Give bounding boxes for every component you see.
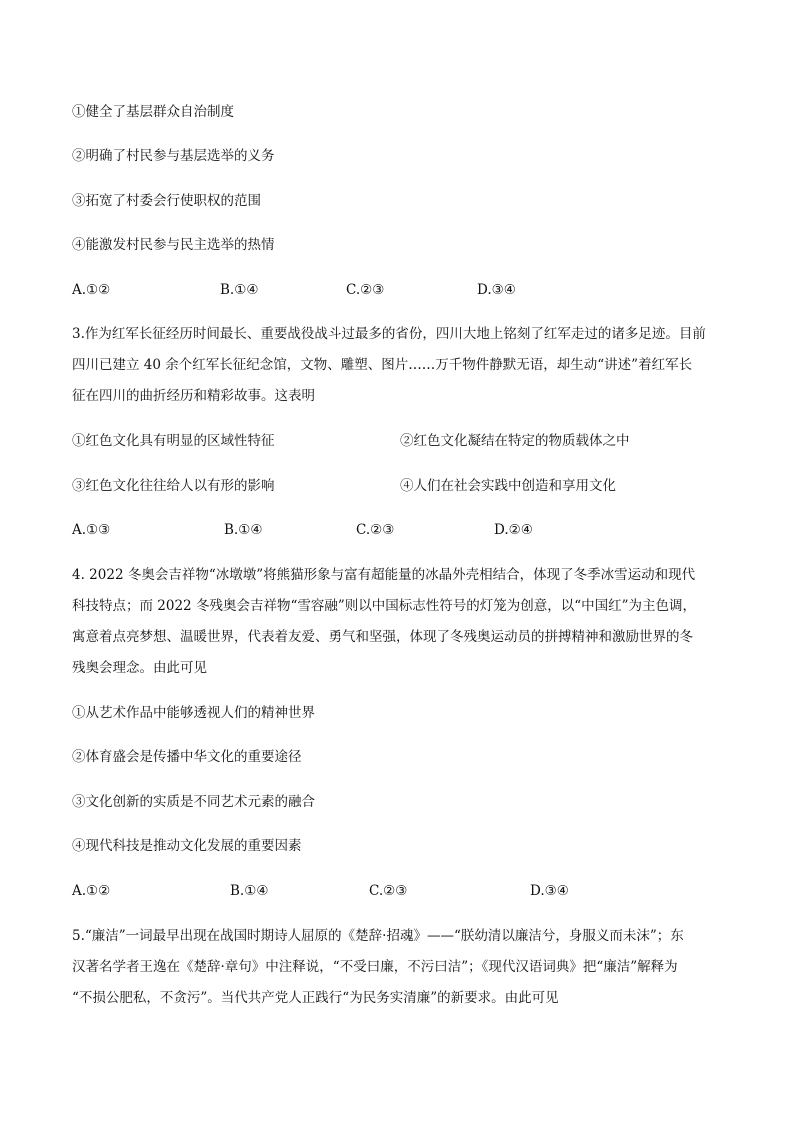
q3-options-row-2 — [72, 476, 732, 496]
q4-option-4: ④现代科技是推动文化发展的重要因素 — [72, 838, 302, 854]
q3-choice-b: B.①④ — [224, 522, 263, 538]
q2-choice-b: B.①④ — [220, 282, 259, 298]
q3-choice-a: A.①③ — [72, 522, 111, 538]
q3-choices — [72, 520, 732, 540]
q3-option-4: ④人们在社会实践中创造和享用文化 — [400, 478, 616, 494]
q4-stem-line-2: 科技特点；而 2022 冬残奥会吉祥物“雪容融”则以中国标志性符号的灯笼为创意，以“中国红”为主色调， — [72, 598, 697, 614]
q4-choice-d: D.③④ — [530, 883, 569, 899]
q3-stem-line-3: 征在四川的曲折经历和精彩故事。这表明 — [72, 388, 315, 404]
q5-stem-line-1: 5.“廉洁”一词最早出现在战国时期诗人屈原的《楚辞·招魂》——“朕幼清以廉洁兮，身服义而未沫”；东 — [72, 928, 684, 944]
q5-stem-line-3: “不损公肥私，不贪污”。当代共产党人正践行“为民务实清廉”的新要求。由此可见 — [72, 990, 559, 1006]
q3-choice-d: D.②④ — [494, 522, 533, 538]
q2-choice-c: C.②③ — [346, 282, 385, 298]
q2-option-3: ③拓宽了村委会行使职权的范围 — [72, 193, 261, 209]
q4-choice-a: A.①② — [72, 883, 111, 899]
q2-option-4: ④能激发村民参与民主选举的热情 — [72, 237, 275, 253]
q3-choice-c: C.②③ — [356, 522, 395, 538]
q3-option-1: ①红色文化具有明显的区域性特征 — [72, 433, 275, 449]
q2-option-2: ②明确了村民参与基层选举的义务 — [72, 148, 275, 164]
q4-stem-line-1: 4. 2022 冬奥会吉祥物“冰墩墩”将熊猫形象与富有超能量的冰晶外壳相结合，体现了冬季冰雪运动和现代 — [72, 567, 696, 583]
q4-option-1: ①从艺术作品中能够透视人们的精神世界 — [72, 705, 315, 721]
q4-choice-b: B.①④ — [230, 883, 269, 899]
q3-options-row-1 — [72, 431, 732, 451]
q2-option-1: ①健全了基层群众自治制度 — [72, 104, 234, 120]
q3-option-3: ③红色文化往往给人以有形的影响 — [72, 478, 275, 494]
q4-stem-line-4: 残奥会理念。由此可见 — [72, 660, 207, 676]
q4-option-3: ③文化创新的实质是不同艺术元素的融合 — [72, 794, 315, 810]
q4-choice-c: C.②③ — [369, 883, 408, 899]
q3-stem-line-1: 3.作为红军长征经历时间最长、重要战役战斗过最多的省份，四川大地上铭刻了红军走过的诸多足迹。目前 — [72, 326, 706, 342]
q3-stem-line-2: 四川已建立 40 余个红军长征纪念馆，文物、雕塑、图片……万千物件静默无语，却生动“讲述”着红军长 — [72, 357, 693, 373]
q4-choices — [72, 881, 732, 901]
q5-stem-line-2: 汉著名学者王逸在《楚辞·章句》中注释说，“不受曰廉，不污曰洁”；《现代汉语词典》把“廉洁”解释为 — [72, 959, 678, 975]
q2-choice-d: D.③④ — [477, 282, 516, 298]
q2-choices — [72, 280, 732, 300]
q2-choice-a: A.①② — [72, 282, 111, 298]
q3-option-2: ②红色文化凝结在特定的物质载体之中 — [400, 433, 630, 449]
q4-stem-line-3: 寓意着点亮梦想、温暖世界，代表着友爱、勇气和坚强，体现了冬残奥运动员的拼搏精神和激励世界的冬 — [72, 629, 693, 645]
q4-option-2: ②体育盛会是传播中华文化的重要途径 — [72, 749, 302, 765]
